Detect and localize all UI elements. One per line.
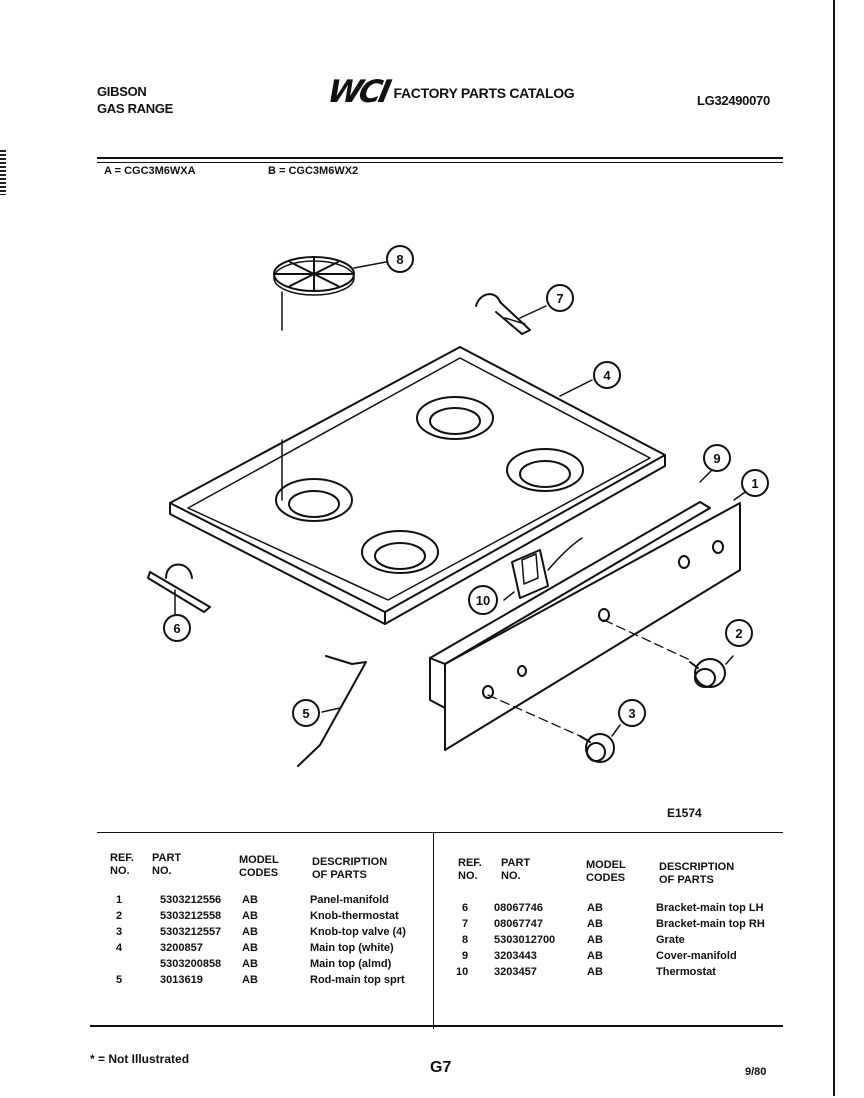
catalog-title: FACTORY PARTS CATALOG	[393, 84, 575, 101]
wci-logo: WCI	[324, 74, 392, 110]
row-desc: Knob-thermostat	[310, 910, 399, 922]
row-codes: AB	[242, 942, 258, 954]
right-header-ref-line2: NO.	[458, 870, 478, 882]
callout-2-label: 2	[735, 626, 743, 641]
main-top-part	[170, 347, 665, 624]
right-header-part-line2: NO.	[501, 870, 521, 882]
left-header-part-line1: PART	[152, 852, 182, 864]
row-codes: AB	[242, 926, 258, 938]
row-part-no: 5303212558	[160, 910, 222, 922]
right-header-codes	[586, 859, 626, 885]
table-column-divider	[433, 833, 434, 1029]
row-part-no: 08067746	[494, 902, 543, 914]
row-codes: AB	[242, 974, 258, 986]
right-header-part-line1: PART	[501, 857, 531, 869]
right-header-desc	[659, 861, 734, 887]
row-desc: Rod-main top sprt	[310, 974, 405, 986]
right-header-ref-line1: REF.	[458, 857, 482, 869]
left-header-codes-line2: CODES	[239, 867, 279, 879]
model-a: A = CGC3M6WXA	[104, 165, 196, 177]
left-header-part-line2: NO.	[152, 865, 172, 877]
right-header-desc-line1: DESCRIPTION	[659, 861, 735, 873]
grate-part	[274, 257, 386, 295]
row-codes: AB	[587, 950, 603, 962]
row-desc: Knob-top valve (4)	[310, 926, 406, 938]
callout-6-label: 6	[173, 621, 181, 636]
row-ref: 6	[462, 902, 469, 914]
row-part-no: 5303212556	[160, 894, 222, 906]
product-type: GAS RANGE	[97, 101, 174, 116]
model-b: B = CGC3M6WX2	[268, 165, 359, 177]
row-ref: 9	[462, 950, 469, 962]
callout-5-label: 5	[302, 706, 310, 721]
right-header-desc-line2: OF PARTS	[659, 874, 714, 886]
row-ref: 7	[462, 918, 469, 930]
bracket-lh-part	[148, 565, 210, 616]
left-header-desc-line2: OF PARTS	[312, 869, 367, 881]
right-header-part	[501, 857, 530, 883]
row-codes: AB	[242, 894, 258, 906]
row-ref: 4	[116, 942, 123, 954]
print-date: 9/80	[745, 1066, 767, 1078]
row-part-no: 3013619	[160, 974, 203, 986]
right-header-codes-line1: MODEL	[586, 859, 626, 871]
row-codes: AB	[242, 958, 258, 970]
left-header-part	[152, 852, 181, 878]
right-header-codes-line2: CODES	[586, 872, 626, 884]
footnote: * = Not Illustrated	[90, 1052, 190, 1066]
row-desc: Thermostat	[656, 966, 716, 978]
row-desc: Main top (almd)	[310, 958, 392, 970]
row-ref: 10	[456, 966, 469, 978]
row-codes: AB	[587, 918, 603, 930]
callout-3-label: 3	[628, 706, 636, 721]
row-ref: 8	[462, 934, 469, 946]
row-part-no: 5303200858	[160, 958, 222, 970]
row-codes: AB	[242, 910, 258, 922]
row-codes: AB	[587, 966, 603, 978]
left-header-codes-line1: MODEL	[239, 854, 279, 866]
callout-7-label: 7	[556, 291, 564, 306]
row-desc: Bracket-main top LH	[656, 902, 764, 914]
row-codes: AB	[587, 934, 603, 946]
table-rule-top	[97, 832, 783, 833]
valve-knob-part	[580, 725, 620, 762]
row-ref: 3	[116, 926, 123, 938]
drawing-id: E1574	[667, 806, 702, 820]
row-ref: 5	[116, 974, 123, 986]
row-ref: 2	[116, 910, 123, 922]
callout-1-label: 1	[751, 476, 759, 491]
row-part-no: 3203443	[494, 950, 537, 962]
left-header-codes	[239, 854, 279, 880]
callout-8-label: 8	[396, 252, 404, 267]
row-ref: 1	[116, 894, 123, 906]
table-rule-bottom	[90, 1025, 783, 1027]
thermostat-knob-part	[690, 656, 733, 687]
right-header-ref	[458, 857, 482, 883]
row-desc: Panel-manifold	[310, 894, 389, 906]
bracket-rh-part	[476, 294, 546, 334]
row-part-no: 5303012700	[494, 934, 556, 946]
row-part-no: 3203457	[494, 966, 537, 978]
page-number: G7	[430, 1059, 452, 1076]
left-header-ref-line1: REF.	[110, 852, 134, 864]
left-header-ref-line2: NO.	[110, 865, 130, 877]
callout-10-label: 10	[475, 593, 491, 608]
row-desc: Cover-manifold	[656, 950, 737, 962]
row-desc: Grate	[656, 934, 685, 946]
row-desc: Bracket-main top RH	[656, 918, 765, 930]
catalog-number: LG32490070	[697, 93, 770, 108]
brand-name: GIBSON	[97, 84, 147, 99]
row-part-no: 5303212557	[160, 926, 222, 938]
left-header-desc	[312, 856, 387, 882]
left-header-ref	[110, 852, 134, 878]
row-part-no: 08067747	[494, 918, 543, 930]
row-codes: AB	[587, 902, 603, 914]
callout-9-label: 9	[713, 451, 721, 466]
callout-4-label: 4	[603, 368, 611, 383]
row-part-no: 3200857	[160, 942, 203, 954]
left-header-desc-line1: DESCRIPTION	[312, 856, 388, 868]
row-desc: Main top (white)	[310, 942, 394, 954]
